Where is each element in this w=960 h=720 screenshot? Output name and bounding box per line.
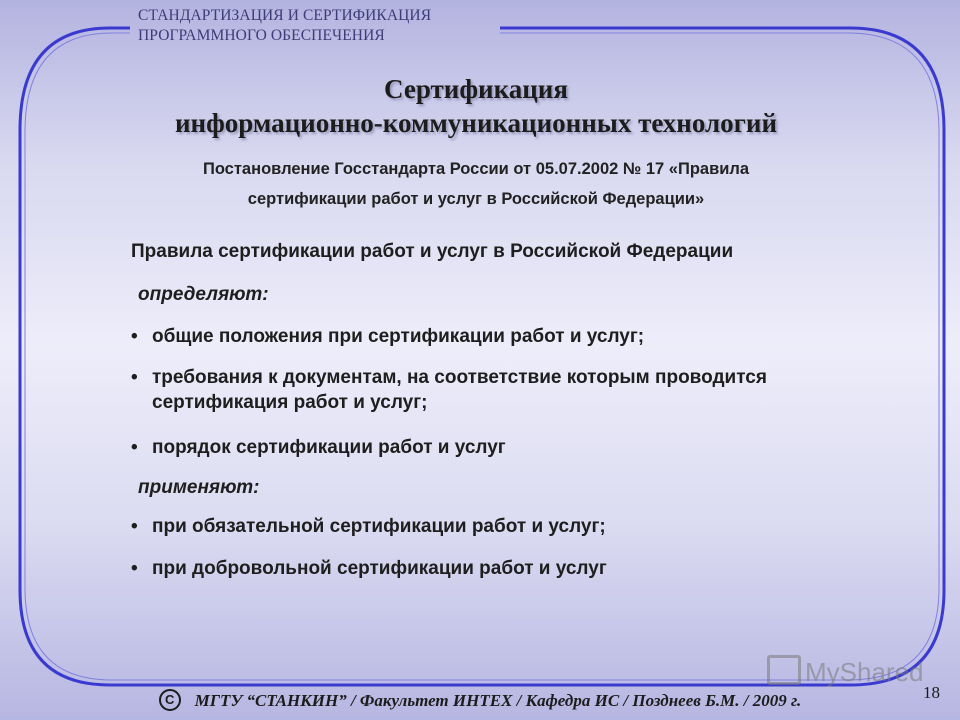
course-header [138, 6, 503, 46]
section1-heading: определяют: [138, 284, 269, 305]
slide-title-line1: Сертификация [384, 74, 568, 104]
copyright-icon: C [159, 689, 181, 711]
footer [0, 689, 960, 711]
list-item-text: требования к документам, на соответствие которым проводится сертификация работ и услуг; [152, 367, 767, 413]
bullet-marker: • [131, 326, 138, 347]
watermark-text: MyShared [805, 657, 924, 687]
decree-line1: Постановление Госстандарта России от 05.07.2002 № 17 «Правила [202, 160, 750, 178]
bullet-marker: • [131, 516, 138, 537]
list-item-text: при добровольной сертификации работ и услуг [152, 558, 607, 579]
bullet-marker: • [131, 367, 138, 388]
footer-text: МГТУ “СТАНКИН” / Факультет ИНТЕХ / Кафедра ИС / Позднеев Б.М. / 2009 г. [194, 691, 802, 710]
watermark [767, 655, 924, 688]
page-number: 18 [923, 683, 940, 702]
list-item [131, 365, 811, 415]
bullet-marker: • [131, 437, 138, 458]
list-item [131, 514, 871, 539]
body-intro: Правила сертификации работ и услуг в Российской Федерации [131, 241, 734, 262]
list-item-text: общие положения при сертификации работ и услуг; [152, 326, 645, 347]
presentation-icon [767, 655, 801, 685]
slide-title-line2: информационно-коммуникационных технологий [174, 108, 778, 138]
list-item-text: при обязательной сертификации работ и услуг; [152, 516, 606, 537]
list-item [131, 324, 871, 349]
section2-heading: применяют: [138, 477, 260, 498]
list-item [131, 556, 871, 581]
decree-line2: сертификации работ и услуг в Российской Федерации» [247, 190, 705, 208]
slide-title [0, 72, 952, 140]
course-header-line1: СТАНДАРТИЗАЦИЯ И СЕРТИФИКАЦИЯ [138, 7, 432, 24]
course-header-line2: ПРОГРАММНОГО ОБЕСПЕЧЕНИЯ [138, 27, 385, 44]
bullet-marker: • [131, 558, 138, 579]
decree-reference [0, 154, 952, 214]
list-item-text: порядок сертификации работ и услуг [152, 437, 506, 458]
list-item [131, 435, 871, 460]
